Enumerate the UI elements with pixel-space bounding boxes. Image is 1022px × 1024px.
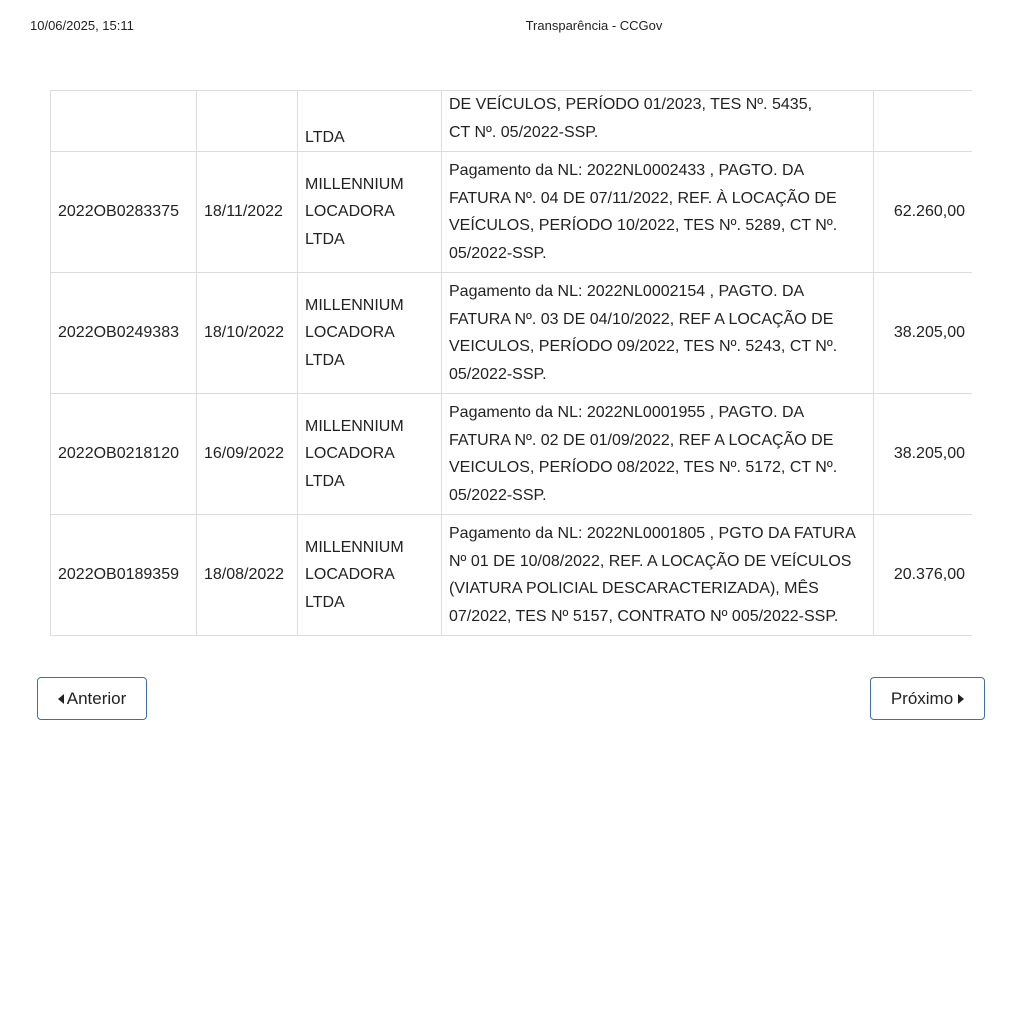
cell-favorecido: MILLENNIUM LOCADORA LTDA xyxy=(298,394,442,515)
cell-descricao: Pagamento da NL: 2022NL0001955 , PAGTO. DA FATURA Nº. 02 DE 01/09/2022, REF A LOCAÇÃO DE VEICULOS, PERÍODO 08/2022, TES Nº. 5172, CT Nº. 05/2022-SSP. xyxy=(442,394,874,515)
cell-numero: 2022OB0249383 xyxy=(51,273,197,394)
print-page-title: Transparência - CCGov xyxy=(525,18,663,33)
cell-data: 18/10/2022 xyxy=(197,273,298,394)
cell-valor: 20.376,00 xyxy=(874,515,973,636)
cell-favorecido: MILLENNIUM LOCADORA LTDA xyxy=(298,273,442,394)
cell-numero: 2022OB0218120 xyxy=(51,394,197,515)
previous-page-button[interactable] xyxy=(37,677,147,720)
cell-valor: 38.205,00 xyxy=(874,273,973,394)
cell-valor xyxy=(874,91,973,152)
cell-data: 18/11/2022 xyxy=(197,152,298,273)
table-row xyxy=(51,515,973,636)
cell-data xyxy=(197,91,298,152)
print-header xyxy=(0,18,1022,36)
table-row xyxy=(51,91,973,152)
payments-table xyxy=(50,90,972,636)
cell-favorecido: MILLENNIUM LOCADORA LTDA xyxy=(298,515,442,636)
payments-table-container xyxy=(50,90,972,672)
cell-descricao xyxy=(442,91,874,152)
cell-descricao: Pagamento da NL: 2022NL0002433 , PAGTO. DA FATURA Nº. 04 DE 07/11/2022, REF. À LOCAÇÃO DE VEÍCULOS, PERÍODO 10/2022, TES Nº. 5289, CT Nº. 05/2022-SSP. xyxy=(442,152,874,273)
cell-numero xyxy=(51,91,197,152)
cell-data: 18/08/2022 xyxy=(197,515,298,636)
print-datetime: 10/06/2025, 15:11 xyxy=(30,18,134,33)
cell-data: 16/09/2022 xyxy=(197,394,298,515)
next-page-label: Próximo xyxy=(890,688,954,708)
cell-descricao: Pagamento da NL: 2022NL0001805 , PGTO DA FATURA Nº 01 DE 10/08/2022, REF. A LOCAÇÃO DE VEÍCULOS (VIATURA POLICIAL DESCARACTERIZADA), MÊS 07/2022, TES Nº 5157, CONTRATO Nº 005/2022-SSP. xyxy=(442,515,874,636)
cell-numero: 2022OB0283375 xyxy=(51,152,197,273)
descricao-line: CT Nº. 05/2022-SSP. xyxy=(449,123,599,141)
cell-favorecido: LTDA xyxy=(298,91,442,152)
table-row xyxy=(51,273,973,394)
caret-left-icon xyxy=(58,694,64,704)
previous-page-label: Anterior xyxy=(66,688,127,708)
table-row xyxy=(51,394,973,515)
cell-favorecido: MILLENNIUM LOCADORA LTDA xyxy=(298,152,442,273)
next-page-button[interactable] xyxy=(870,677,985,720)
cell-valor: 38.205,00 xyxy=(874,394,973,515)
table-row xyxy=(51,152,973,273)
cell-valor: 62.260,00 xyxy=(874,152,973,273)
caret-right-icon xyxy=(958,694,964,704)
descricao-line: DE VEÍCULOS, PERÍODO 01/2023, TES Nº. 5435, xyxy=(449,96,813,113)
cell-descricao: Pagamento da NL: 2022NL0002154 , PAGTO. DA FATURA Nº. 03 DE 04/10/2022, REF A LOCAÇÃO DE VEICULOS, PERÍODO 09/2022, TES Nº. 5243, CT Nº. 05/2022-SSP. xyxy=(442,273,874,394)
cell-numero: 2022OB0189359 xyxy=(51,515,197,636)
